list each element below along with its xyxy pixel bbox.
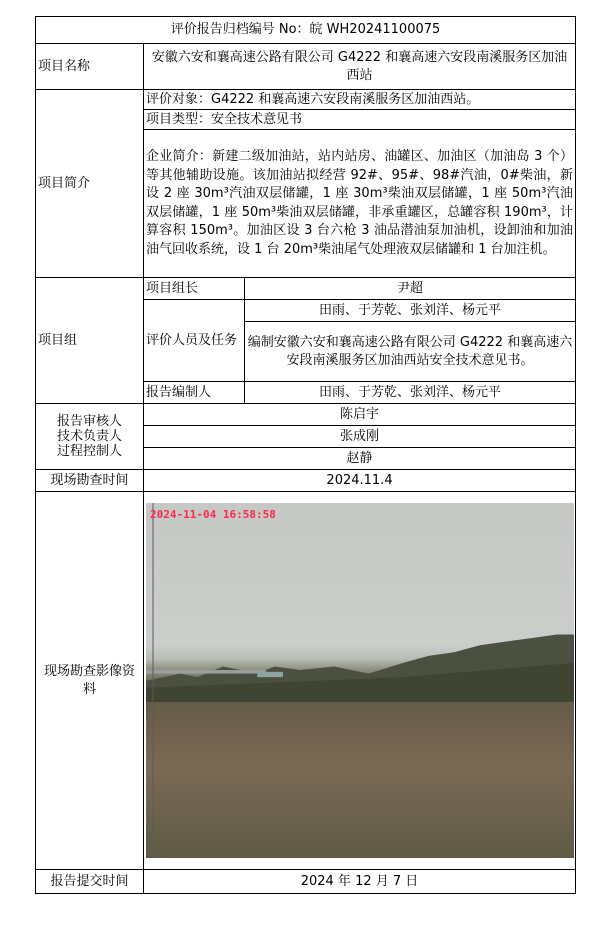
project-name-label: 项目名称 xyxy=(36,44,144,90)
project-type-text: 项目类型：安全技术意见书 xyxy=(144,110,576,130)
project-intro-object-row xyxy=(36,90,576,110)
project-name-value: 安徽六安和襄高速公路有限公司 G4222 和襄高速六安段南溪服务区加油西站 xyxy=(144,44,576,90)
tech-lead-label: 技术负责人 xyxy=(56,429,122,444)
staff-names: 田雨、于芳乾、张刘洋、杨元平 xyxy=(245,300,576,322)
reviewer-label: 报告审核人 xyxy=(56,414,122,429)
survey-time-row xyxy=(36,470,576,492)
project-group-label: 项目组 xyxy=(36,278,144,404)
project-object-text: 评价对象：G4222 和襄高速六安段南溪服务区加油西站。 xyxy=(144,90,576,110)
project-leader-label: 项目组长 xyxy=(144,278,245,300)
submission-row xyxy=(36,870,576,894)
process-controller-name: 赵静 xyxy=(144,448,576,470)
survey-photo-cell xyxy=(144,492,576,870)
archive-label: 评价报告归档编号 No： xyxy=(170,22,310,37)
project-leader-name: 尹超 xyxy=(245,278,576,300)
project-leader-row xyxy=(36,278,576,300)
survey-photo-label: 现场勘查影像资料 xyxy=(36,492,144,870)
reviewer-labels xyxy=(36,404,144,470)
project-name-row xyxy=(36,44,576,90)
report-archive-table xyxy=(35,16,576,894)
staff-label: 评价人员及任务 xyxy=(144,300,245,382)
survey-photo-row xyxy=(36,492,576,870)
archive-number: 皖 WH20241100075 xyxy=(309,22,441,37)
utility-pole xyxy=(152,503,154,858)
company-summary-text: 企业简介：新建二级加油站，站内站房、油罐区、加油区（加油岛 3 个）等其他辅助设施。该加油站拟经营 92#、95#、98#汽油，0#柴油，新设 2 座 30m³汽油双层储罐，1 座 30m³柴油双层储罐，1 座 50m³汽油双层储罐，1 座 50m³柴油双层储罐，非承重罐区，总罐容积 190m³，计算容积 150m³。加油区设 3 台六枪 3 油品潜油泵加油机，设卸油和加油油气回收系统，设 1 台 20m³柴油尾气处理液双层储罐和 1 台加注机。 xyxy=(144,130,576,278)
reviewer-name: 陈启宇 xyxy=(144,404,576,426)
project-intro-label: 项目简介 xyxy=(36,90,144,278)
archive-number-cell xyxy=(36,17,576,44)
writer-label: 报告编制人 xyxy=(144,382,245,404)
tech-lead-name: 张成刚 xyxy=(144,426,576,448)
writer-names: 田雨、于芳乾、张刘洋、杨元平 xyxy=(245,382,576,404)
site-photo xyxy=(146,503,574,858)
submission-label: 报告提交时间 xyxy=(36,870,144,894)
submission-date: 2024 年 12 月 7 日 xyxy=(144,870,576,894)
survey-time-label: 现场勘查时间 xyxy=(36,470,144,492)
reviewer-row xyxy=(36,404,576,426)
hills-silhouette xyxy=(146,631,574,702)
photo-timestamp: 2024-11-04 16:58:58 xyxy=(150,508,276,521)
process-controller-label: 过程控制人 xyxy=(56,444,122,459)
survey-time-value: 2024.11.4 xyxy=(144,470,576,492)
archive-row xyxy=(36,17,576,44)
staff-task: 编制安徽六安和襄高速公路有限公司 G4222 和襄高速六安段南溪服务区加油西站安全技术意见书。 xyxy=(245,322,576,382)
